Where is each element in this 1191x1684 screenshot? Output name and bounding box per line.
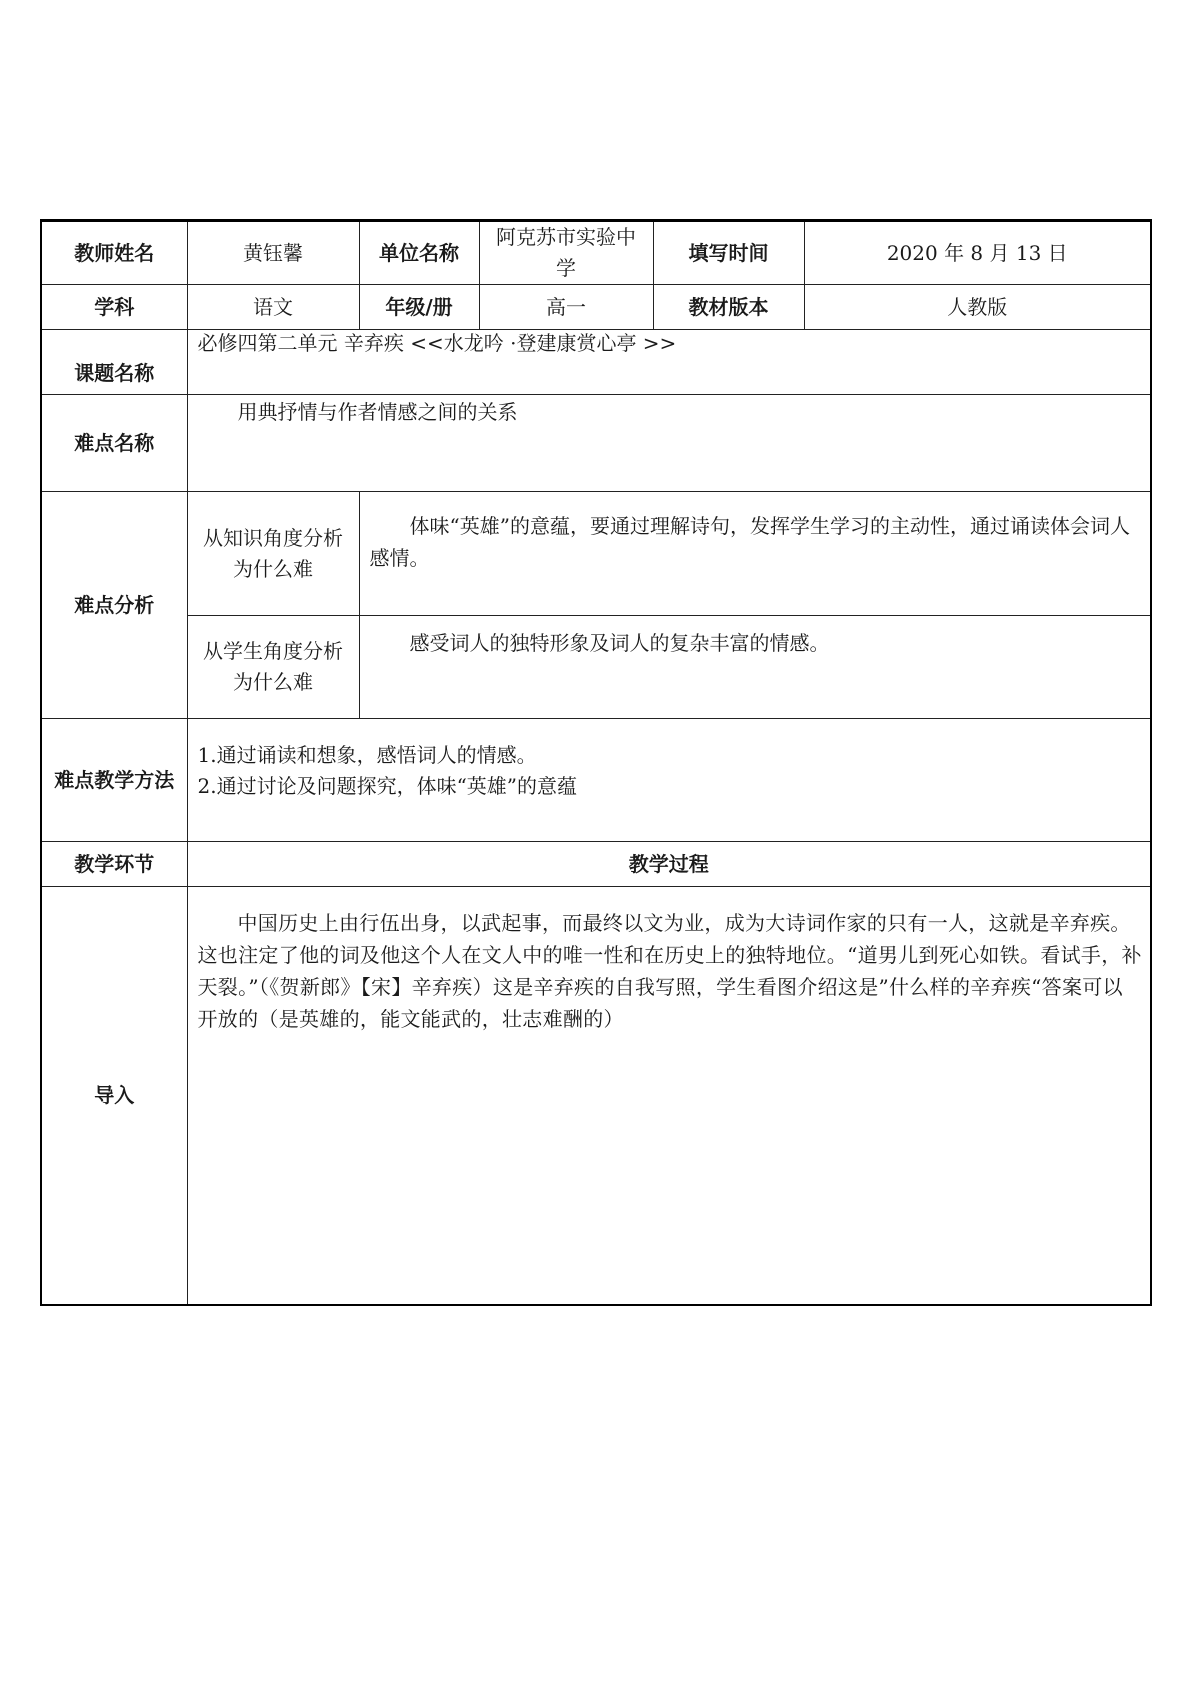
- teacher-name-label: 教师姓名: [41, 221, 187, 285]
- topic-value: 必修四第二单元 辛弃疾 <<水龙吟 ·登建康赏心亭 >>: [187, 330, 1151, 395]
- method-label: 难点教学方法: [41, 719, 187, 842]
- intro-label: 导入: [41, 887, 187, 1305]
- difficulty-row: [41, 395, 1151, 492]
- unit-name-label: 单位名称: [359, 221, 479, 285]
- edition-value: 人教版: [804, 285, 1151, 330]
- knowledge-angle-text: 体味“英雄”的意蕴，要通过理解诗句，发挥学生学习的主动性，通过诵读体会词人感情。: [359, 492, 1151, 616]
- difficulty-label: 难点名称: [41, 395, 187, 492]
- process-header-row: [41, 842, 1151, 887]
- method-items: [187, 719, 1151, 842]
- topic-row: [41, 330, 1151, 395]
- method-item: 1.通过诵读和想象，感悟词人的情感。: [197, 743, 537, 767]
- lesson-plan-table: [40, 219, 1152, 1306]
- fill-date-label: 填写时间: [653, 221, 804, 285]
- header-row: [41, 221, 1151, 285]
- knowledge-angle-label: 从知识角度分析为什么难: [187, 492, 359, 616]
- student-angle-label: 从学生角度分析为什么难: [187, 616, 359, 719]
- analysis-student-row: [41, 616, 1151, 719]
- subject-row: [41, 285, 1151, 330]
- subject-label: 学科: [41, 285, 187, 330]
- process-header: 教学过程: [187, 842, 1151, 887]
- unit-name-value: 阿克苏市实验中学: [479, 221, 653, 285]
- analysis-label: 难点分析: [41, 492, 187, 719]
- teacher-name-value: 黄钰馨: [187, 221, 359, 285]
- edition-label: 教材版本: [653, 285, 804, 330]
- difficulty-value: 用典抒情与作者情感之间的关系: [187, 395, 1151, 492]
- stage-header: 教学环节: [41, 842, 187, 887]
- method-row: [41, 719, 1151, 842]
- topic-label: 课题名称: [41, 330, 187, 395]
- analysis-knowledge-row: [41, 492, 1151, 616]
- intro-text-cell: [187, 887, 1151, 1305]
- student-angle-text: 感受词人的独特形象及词人的复杂丰富的情感。: [359, 616, 1151, 719]
- intro-row: [41, 887, 1151, 1305]
- intro-paragraph: 中国历史上由行伍出身，以武起事，而最终以文为业，成为大诗词作家的只有一人，这就是辛弃疾。这也注定了他的词及他这个人在文人中的唯一性和在历史上的独特地位。“道男儿到死心如铁。看试手，补天裂。”（《贺新郎》【宋】辛弃疾）这是辛弃疾的自我写照，学生看图介绍这是”什么样的辛弃疾“答案可以开放的（是英雄的，能文能武的，壮志难酬的）: [197, 911, 1142, 1031]
- method-item: 2.通过讨论及问题探究，体味“英雄”的意蕴: [197, 774, 578, 798]
- fill-date-value: 2020 年 8 月 13 日: [804, 221, 1151, 285]
- grade-label: 年级/册: [359, 285, 479, 330]
- grade-value: 高一: [479, 285, 653, 330]
- subject-value: 语文: [187, 285, 359, 330]
